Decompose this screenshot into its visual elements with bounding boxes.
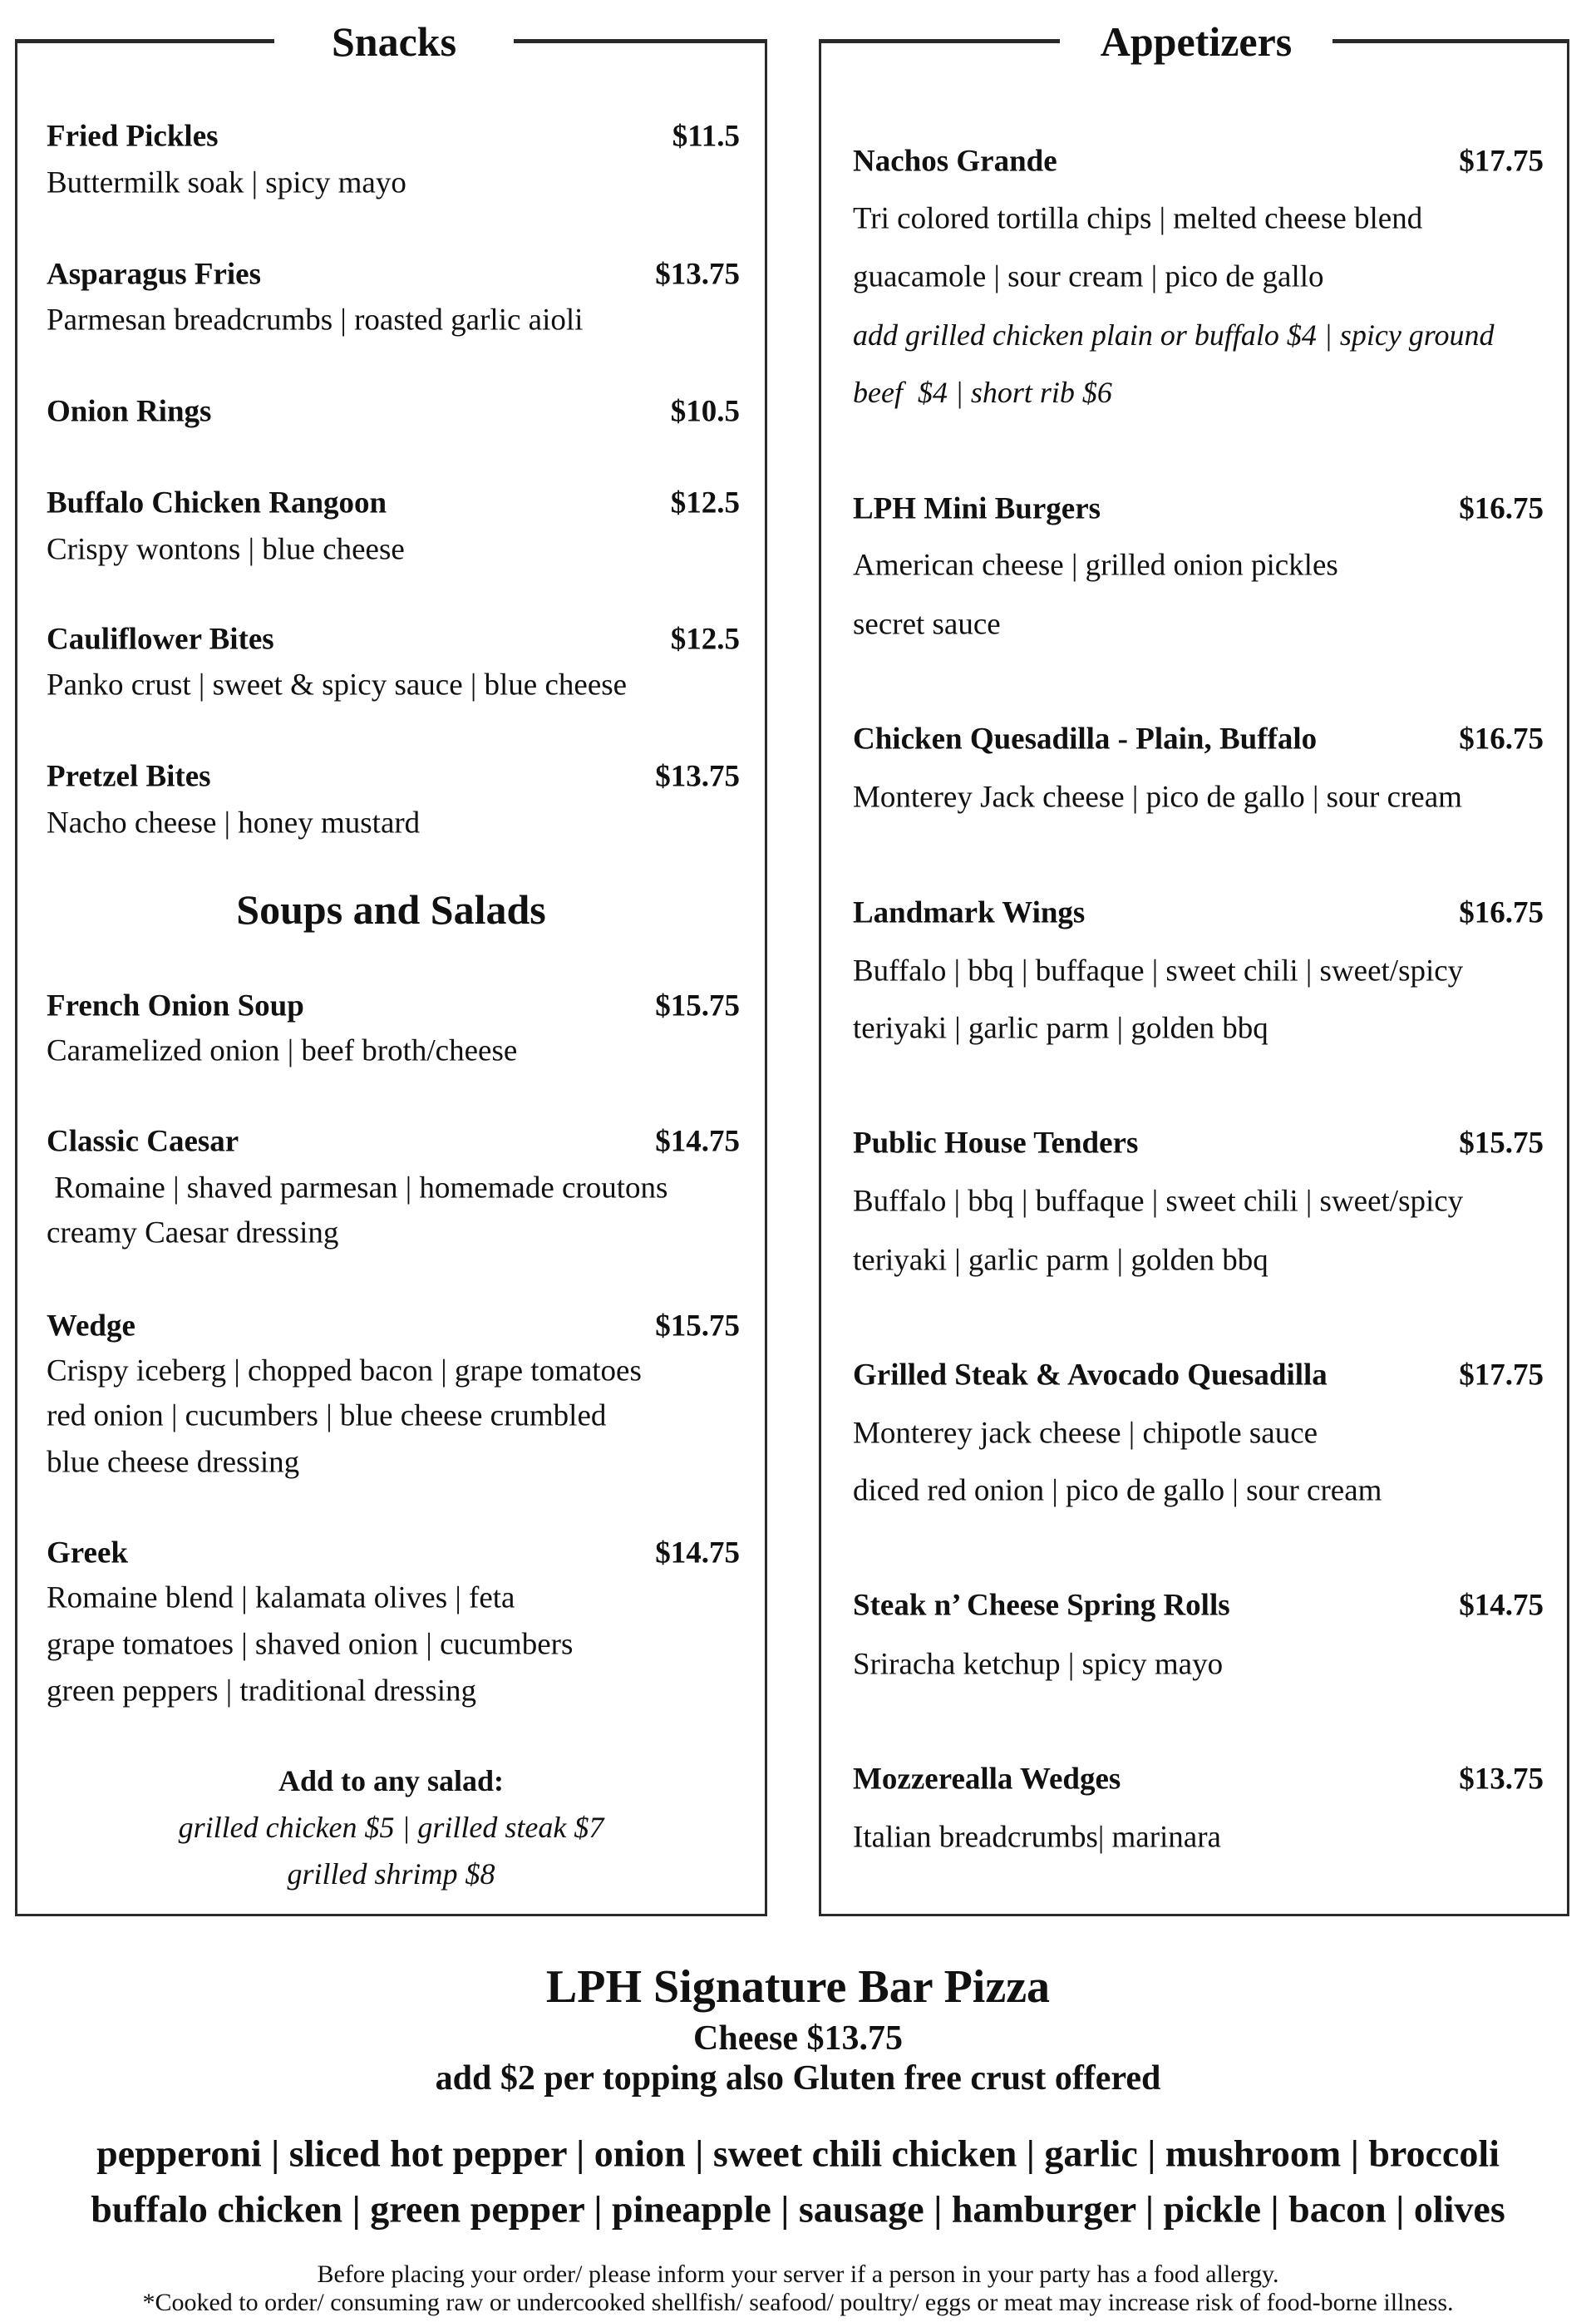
- menu-item-name: Steak n’ Cheese Spring Rolls: [853, 1588, 1230, 1623]
- menu-item-price: $13.75: [655, 257, 740, 292]
- menu-item-desc: teriyaki | garlic parm | golden bbq: [853, 1243, 1268, 1278]
- menu-item-price: $12.5: [670, 622, 740, 657]
- menu-item-desc: Crispy wontons | blue cheese: [47, 532, 405, 567]
- menu-item-price: $14.75: [655, 1536, 740, 1570]
- menu-item-desc: blue cheese dressing: [47, 1445, 300, 1480]
- menu-item-name: Fried Pickles: [47, 119, 219, 154]
- menu-item-desc: Romaine | shaved parmesan | homemade croutons: [47, 1171, 668, 1205]
- menu-item-name: French Onion Soup: [47, 988, 304, 1023]
- allergy-notice: Before placing your order/ please inform your server if a person in your party has a food allergy.: [317, 2260, 1279, 2288]
- menu-item-desc: Monterey Jack cheese | pico de gallo | sour cream: [853, 780, 1462, 815]
- menu-item-desc: Caramelized onion | beef broth/cheese: [47, 1033, 518, 1068]
- menu-item-name: Cauliflower Bites: [47, 622, 274, 657]
- menu-item-price: $11.5: [672, 119, 740, 154]
- menu-item-price: $16.75: [1459, 722, 1544, 757]
- pizza-cheese-price: Cheese $13.75: [693, 2019, 903, 2058]
- menu-item-name: Landmark Wings: [853, 895, 1086, 930]
- menu-item-name: Nachos Grande: [853, 144, 1057, 179]
- menu-item-desc: guacamole | sour cream | pico de gallo: [853, 259, 1324, 294]
- menu-item-desc: diced red onion | pico de gallo | sour cream: [853, 1473, 1382, 1508]
- menu-item-desc: Nacho cheese | honey mustard: [47, 806, 421, 841]
- menu-item-name: Onion Rings: [47, 394, 212, 429]
- menu-item-price: $15.75: [655, 1309, 740, 1343]
- menu-item-desc: Crispy iceberg | chopped bacon | grape tomatoes: [47, 1353, 642, 1388]
- menu-item-desc: Tri colored tortilla chips | melted cheese blend: [853, 201, 1423, 236]
- pizza-heading: LPH Signature Bar Pizza: [545, 1961, 1051, 2013]
- menu-item-desc: grape tomatoes | shaved onion | cucumbers: [47, 1627, 574, 1662]
- menu-item-price: $17.75: [1459, 1358, 1544, 1393]
- menu-item-desc: creamy Caesar dressing: [47, 1215, 339, 1250]
- menu-item-extras: add grilled chicken plain or buffalo $4 | spicy ground: [853, 318, 1495, 352]
- menu-item-price: $15.75: [655, 988, 740, 1023]
- menu-item-desc: Buttermilk soak | spicy mayo: [47, 165, 406, 200]
- menu-item-desc: American cheese | grilled onion pickles: [853, 548, 1338, 583]
- menu-item-desc: Parmesan breadcrumbs | roasted garlic aioli: [47, 303, 584, 338]
- menu-item-price: $14.75: [1459, 1588, 1544, 1623]
- menu-item-name: Asparagus Fries: [47, 257, 261, 292]
- menu-item-desc: Sriracha ketchup | spicy mayo: [853, 1647, 1224, 1682]
- menu-item-name: Buffalo Chicken Rangoon: [47, 486, 387, 520]
- menu-item-desc: red onion | cucumbers | blue cheese crumbled: [47, 1398, 607, 1433]
- menu-item-desc: teriyaki | garlic parm | golden bbq: [853, 1011, 1268, 1046]
- soups-salads-heading: Soups and Salads: [236, 886, 546, 933]
- appetizers-heading: Appetizers: [1060, 17, 1332, 67]
- salad-addons-line: grilled shrimp $8: [287, 1857, 495, 1891]
- salad-addons-heading: Add to any salad:: [278, 1764, 505, 1797]
- menu-item-price: $16.75: [1459, 895, 1544, 930]
- food-safety-warning: *Cooked to order/ consuming raw or undercooked shellfish/ seafood/ poultry/ eggs or meat may increase risk of food-borne illness.: [142, 2289, 1454, 2316]
- menu-item-price: $17.75: [1459, 144, 1544, 179]
- menu-item-name: Greek: [47, 1536, 128, 1570]
- pizza-topping-note: add $2 per topping also Gluten free crust offered: [435, 2059, 1161, 2098]
- menu-item-price: $14.75: [655, 1124, 740, 1159]
- salad-addons-line: grilled chicken $5 | grilled steak $7: [178, 1811, 604, 1844]
- menu-item-desc: secret sauce: [853, 607, 1001, 642]
- menu-item-price: $13.75: [655, 759, 740, 794]
- menu-item-name: LPH Mini Burgers: [853, 491, 1101, 526]
- menu-item-price: $10.5: [670, 394, 740, 429]
- menu-item-desc: Monterey jack cheese | chipotle sauce: [853, 1416, 1318, 1451]
- menu-item-price: $13.75: [1459, 1762, 1544, 1797]
- menu-item-name: Grilled Steak & Avocado Quesadilla: [853, 1358, 1328, 1393]
- menu-item-price: $12.5: [670, 486, 740, 520]
- menu-item-name: Mozzerealla Wedges: [853, 1762, 1121, 1797]
- menu-item-desc: Buffalo | bbq | buffaque | sweet chili | sweet/spicy: [853, 954, 1464, 988]
- pizza-toppings-line: pepperoni | sliced hot pepper | onion | sweet chili chicken | garlic | mushroom | broccoli: [96, 2132, 1500, 2175]
- menu-item-desc: Italian breadcrumbs| marinara: [853, 1820, 1221, 1855]
- menu-item-price: $16.75: [1459, 491, 1544, 526]
- menu-item-name: Public House Tenders: [853, 1126, 1139, 1161]
- menu-item-desc: green peppers | traditional dressing: [47, 1674, 477, 1708]
- menu-item-desc: Romaine blend | kalamata olives | feta: [47, 1580, 515, 1615]
- menu-item-price: $15.75: [1459, 1126, 1544, 1161]
- snacks-heading: Snacks: [274, 17, 514, 67]
- menu-item-name: Pretzel Bites: [47, 759, 211, 794]
- menu-item-name: Wedge: [47, 1309, 135, 1343]
- menu-item-desc: Buffalo | bbq | buffaque | sweet chili | sweet/spicy: [853, 1184, 1464, 1219]
- menu-item-extras: beef $4 | short rib $6: [853, 376, 1112, 409]
- menu-item-desc: Panko crust | sweet & spicy sauce | blue cheese: [47, 668, 628, 703]
- menu-item-name: Classic Caesar: [47, 1124, 239, 1159]
- pizza-toppings-line: buffalo chicken | green pepper | pineapple | sausage | hamburger | pickle | bacon | olives: [91, 2187, 1505, 2231]
- menu-item-name: Chicken Quesadilla - Plain, Buffalo: [853, 722, 1318, 757]
